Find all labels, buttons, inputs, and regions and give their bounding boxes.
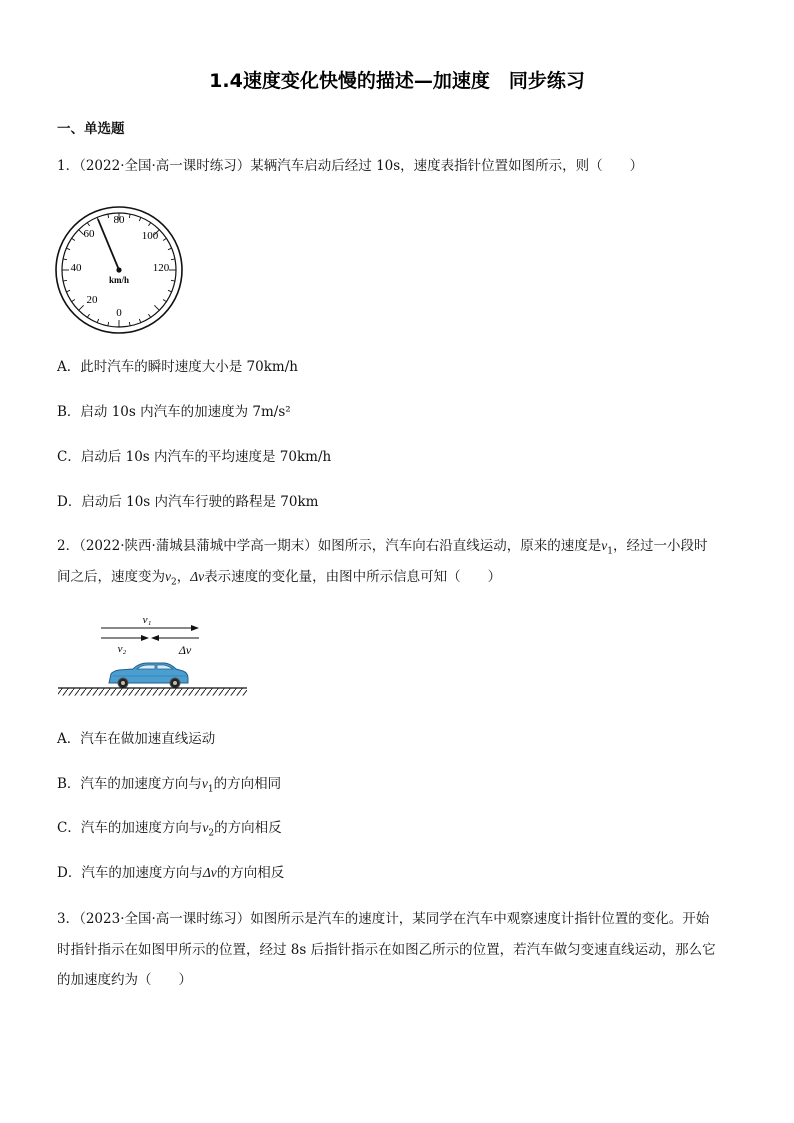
tick-label-80: 80 <box>113 214 125 226</box>
q1-option-d: D．启动后 10s 内汽车行驶的路程是 70km <box>57 494 319 510</box>
tick-label-20: 20 <box>86 294 98 306</box>
q2-stem-line2: 间之后，速度变为$v_2$，Δv表示速度的变化量，由图中所示信息可知（ ） <box>57 569 502 588</box>
car-icon <box>109 663 188 688</box>
tick-label-40: 40 <box>70 262 82 274</box>
q3-stem-line1: 3．（2023·全国·高一课时练习）如图所示是汽车的速度计，某同学在汽车中观察速度计指针位置的变化。开始 <box>57 911 710 927</box>
v2-arrowhead <box>141 635 149 641</box>
q3-stem-line2: 时指针指示在如图甲所示的位置，经过 8s 后指针指示在如图乙所示的位置，若汽车做匀变速直线运动，那么它 <box>57 942 716 958</box>
dial-unit-label: km/h <box>108 275 130 285</box>
q3-stem-line3: 的加速度约为（ ） <box>57 972 192 988</box>
q2-option-b: B．汽车的加速度方向与$v_1$的方向相同 <box>57 776 282 795</box>
v1-label: v₁ <box>142 614 152 626</box>
tick-label-120: 120 <box>152 262 170 274</box>
ground-hatch <box>58 689 247 696</box>
q2-option-a: A．汽车在做加速直线运动 <box>57 731 216 747</box>
dial-hub <box>116 267 121 272</box>
page-title: 1.4速度变化快慢的描述—加速度 同步练习 <box>209 70 585 92</box>
q2-stem-line1: 2．（2022·陕西·蒲城县蒲城中学高一期末）如图所示，汽车向右沿直线运动，原来的速度是$v_1$，经过一小段时 <box>57 538 708 557</box>
q1-option-c: C．启动后 10s 内汽车的平均速度是 70km/h <box>57 449 332 465</box>
q2-option-d: D．汽车的加速度方向与Δv的方向相反 <box>57 865 285 881</box>
dv-label: Δv <box>178 643 192 657</box>
q1-option-b: B．启动 10s 内汽车的加速度为 7m/s² <box>57 404 291 420</box>
q1-stem: 1．（2022·全国·高一课时练习）某辆汽车启动后经过 10s，速度表指针位置如图所示，则（ ） <box>57 158 644 174</box>
car-motion-figure <box>55 610 255 705</box>
dv-arrowhead <box>151 635 159 641</box>
tick-label-100: 100 <box>141 230 159 242</box>
q2-option-c: C．汽车的加速度方向与$v_2$的方向相反 <box>57 820 282 839</box>
section-heading: 一、单选题 <box>57 121 125 137</box>
v1-arrowhead <box>191 625 199 631</box>
tick-label-60: 60 <box>83 228 95 240</box>
q1-option-a: A．此时汽车的瞬时速度大小是 70km/h <box>57 359 298 375</box>
tick-label-0: 0 <box>116 307 122 319</box>
speedometer-figure <box>52 203 187 338</box>
v2-label: v₂ <box>117 643 127 655</box>
